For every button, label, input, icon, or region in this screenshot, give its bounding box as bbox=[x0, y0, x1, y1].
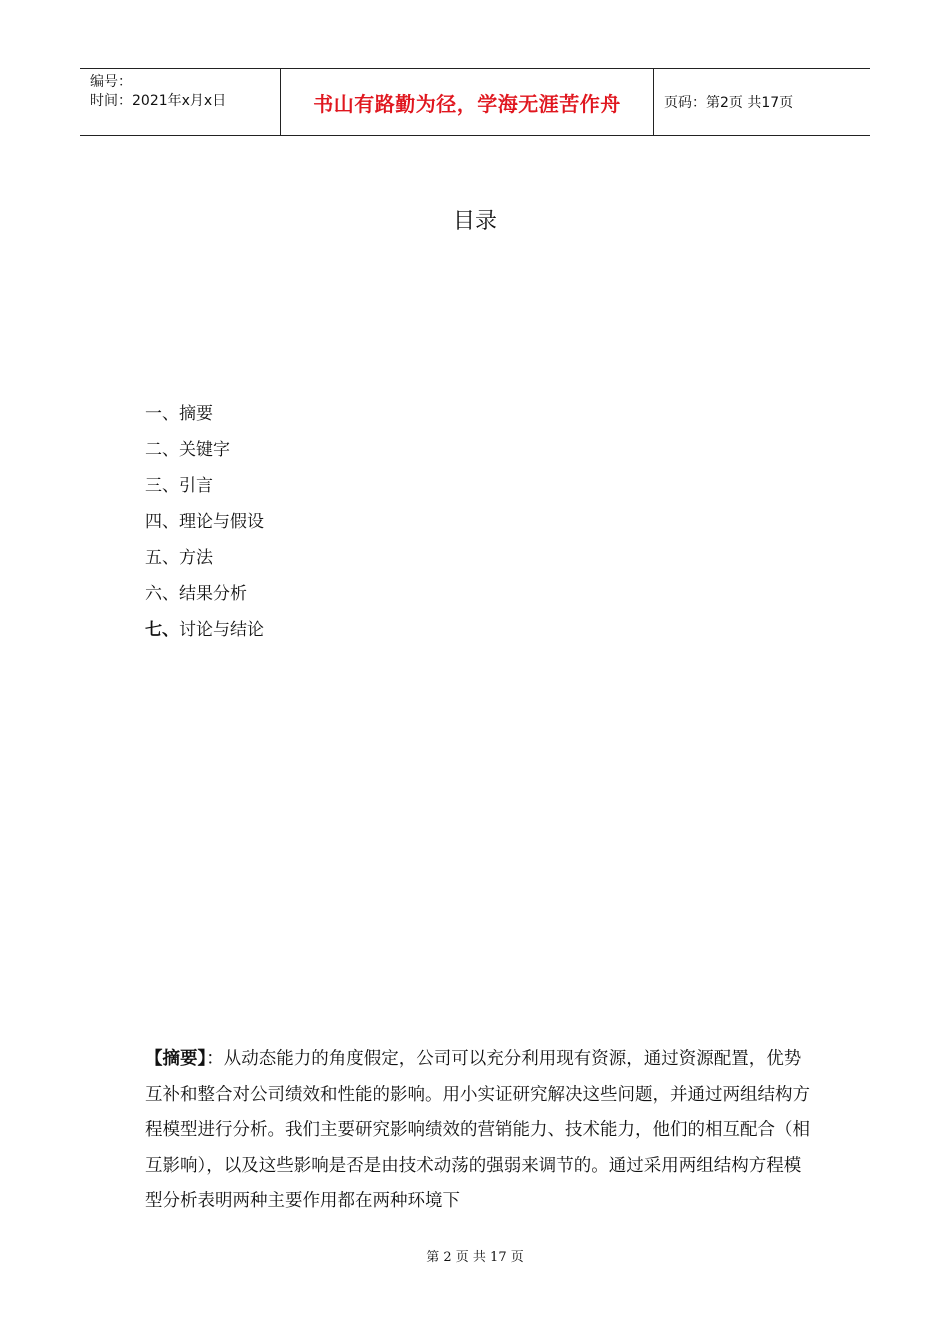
page-footer: 第 2 页 共 17 页 bbox=[426, 1250, 524, 1265]
toc-item-text: 摘要 bbox=[179, 404, 213, 424]
toc-item-text: 方法 bbox=[179, 548, 213, 568]
toc-item-number: 七、 bbox=[145, 620, 179, 640]
toc-item-number: 六、 bbox=[145, 584, 179, 604]
page-title: 目录 bbox=[452, 209, 497, 234]
toc-item bbox=[145, 582, 264, 618]
toc-item-text: 理论与假设 bbox=[179, 512, 264, 532]
header-motto-cell bbox=[281, 69, 654, 135]
abstract-text: ：从动态能力的角度假定，公司可以充分利用现有资源，通过资源配置，优势互补和整合对公司绩效和性能的影响。用小实证研究解决这些问题，并通过两组结构方程模型进行分析。我们主要研究影响绩效的营销能力、技术能力，他们的相互配合（相互影响），以及这些影响是否是由技术动荡的强弱来调节的。通过采用两组结构方程模型分析表明两种主要作用都在两种环境下 bbox=[145, 1049, 810, 1211]
toc-item-text: 引言 bbox=[179, 476, 213, 496]
toc-item bbox=[145, 474, 264, 510]
toc-item bbox=[145, 438, 264, 474]
toc-item bbox=[145, 402, 264, 438]
toc-item-text: 讨论与结论 bbox=[179, 620, 264, 640]
toc-item bbox=[145, 510, 264, 546]
toc-item-number: 五、 bbox=[145, 548, 179, 568]
header-left-cell bbox=[80, 69, 281, 135]
table-of-contents bbox=[145, 402, 264, 654]
toc-item-text: 结果分析 bbox=[179, 584, 247, 604]
page-info: 页码：第2页 共17页 bbox=[664, 95, 794, 111]
toc-item-number: 一、 bbox=[145, 404, 179, 424]
toc-item bbox=[145, 618, 264, 654]
toc-item bbox=[145, 546, 264, 582]
toc-item-number: 三、 bbox=[145, 476, 179, 496]
header-table bbox=[80, 68, 870, 136]
toc-item-text: 关键字 bbox=[179, 440, 230, 460]
toc-item-number: 二、 bbox=[145, 440, 179, 460]
abstract-paragraph bbox=[145, 1042, 810, 1220]
motto-text: 书山有路勤为径，学海无涯苦作舟 bbox=[313, 91, 621, 116]
header-page-cell bbox=[654, 69, 870, 135]
toc-item-number: 四、 bbox=[145, 512, 179, 532]
time-label: 时间：2021年x月x日 bbox=[90, 93, 227, 109]
abstract-label: 【摘要】 bbox=[145, 1049, 207, 1069]
number-label: 编号： bbox=[90, 74, 132, 90]
